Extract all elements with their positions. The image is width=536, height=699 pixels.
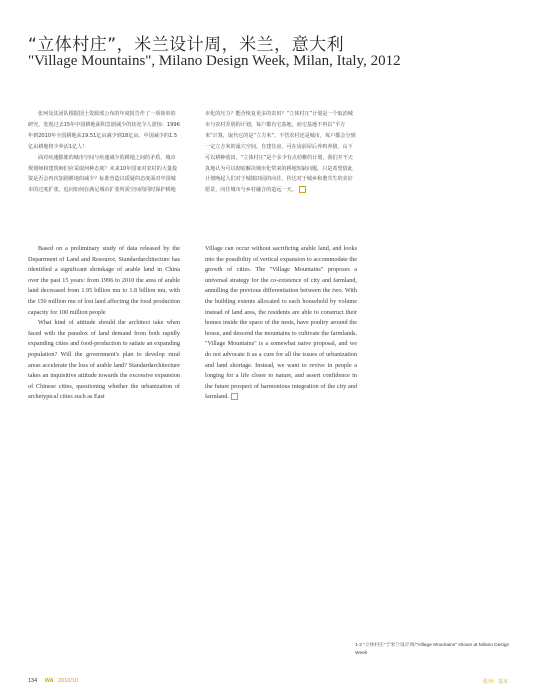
paragraph: Based on a preliminary study of data released by the Department of Land and Resource, Standardarchitecture has identified a significant shrinkage of arable land in China over the past 15 years: from 1996 to 2010 the area of arable land decreased from 1.95 billion mu to 1.8 billion mu, with the 150 million mu of lost land affecting the food production capacity for 100 million people [28, 245, 180, 316]
end-mark-icon [231, 393, 238, 400]
title-chinese: “立体村庄”，米兰设计周，米兰，意大利 [28, 35, 345, 55]
footer-left [28, 678, 78, 684]
footer-right: 张珂：基本 [482, 679, 508, 685]
page-number: 134 [28, 678, 38, 684]
magazine-name: WA [44, 678, 54, 684]
english-column-right [205, 244, 357, 403]
paragraph-text: 市化的压力？能否恢复更多的农田？“立体村庄”计划是一个取消城市与农村差别的计划，每户都有宅基地，而宅基地不再以“平方米”计算，取代它的是“立方米”。不管农村还是城市，每户都会分到一定立方米的巢穴空间，自建住房，可在房前屋后养鸡养猪，山下可以耕种收田。“立体村庄”是个多少有点幼稚的计划，我们并不天真地认为可以彻底解决城市化带来的耕地短缺问题。只是希望借此计划唤起人们对于城镇田园的向往，传达对于城乡和谐共生的美好愿景，向往城市与乡村融合的造远一天。 [205, 111, 356, 194]
paragraph-text: Village can occur without sacrificing arable land, and looks into the possibility of vertical expansion to accommodate the growth of cities. The "Village Mountains" proposes a universal strategy for the co-existence of city and farmland, annulling the previous differentiation between the two. With the building extents allocated to each household by volume instead of land area, the residents are able to construct their homes inside the space of the nests, have poultry around the house, and descend the mountains to cultivate the farmlands. "Village Mountains" is a somewhat naive proposal, and we do not advocate it as a cure for all the issues of urbanization and land shortage. Instead, we want to revive in people a longing for a life closer to nature, and assert confidence in the future prospect of harmonious integration of the city and farmland. [205, 245, 357, 401]
chinese-column-right [205, 109, 357, 196]
title-english: "Village Mountains", Milano Design Week, Milan, Italy, 2012 [28, 53, 401, 69]
paragraph [205, 244, 357, 403]
issue-number: 2010/10 [58, 678, 79, 684]
paragraph [205, 109, 357, 196]
paragraph: What kind of attitude should the architect take when faced with the paradox of land demand from both rapidly expanding cities and food-production to satiate an expanding population? Will the government's plan to develop rural areas accelerate the loss of arable land? Standardarchitecture takes an inquisitive attitude towards the excessive expansion of Chinese cities, questioning whether the urbanization of archetypical cities such as East [28, 319, 180, 401]
end-mark-icon [299, 186, 306, 193]
paragraph: 张珂及其团队根据国土资源部公布的年度报告作了一项简单的研究，发现过去15年中国耕地面积急剧减少的状况令人震惊：1996年到2010年全国耕地从19.51亿亩减少到18亿亩。中国减少的1.5亿亩耕地将少养活1亿人！ [28, 111, 180, 150]
chinese-column-left [28, 109, 180, 196]
english-column-left [28, 244, 180, 403]
figure-caption: 1-2 “立体村庄”于米兰设计周/"Village Mountains" shown at Milano Design Week [355, 643, 510, 656]
paragraph: 面对疾速膨胀的城市空间与疾速减少的耕地之间的矛盾，城市规划师和建筑师们应采取何种态度？未来10年国家对农村的大量投资是否会再次加剧耕地的减少？标准营造以质疑的态度面对中国城市的过度扩张，追问如何在满足城市扩张所需空间的同时保护耕地 [28, 154, 178, 194]
